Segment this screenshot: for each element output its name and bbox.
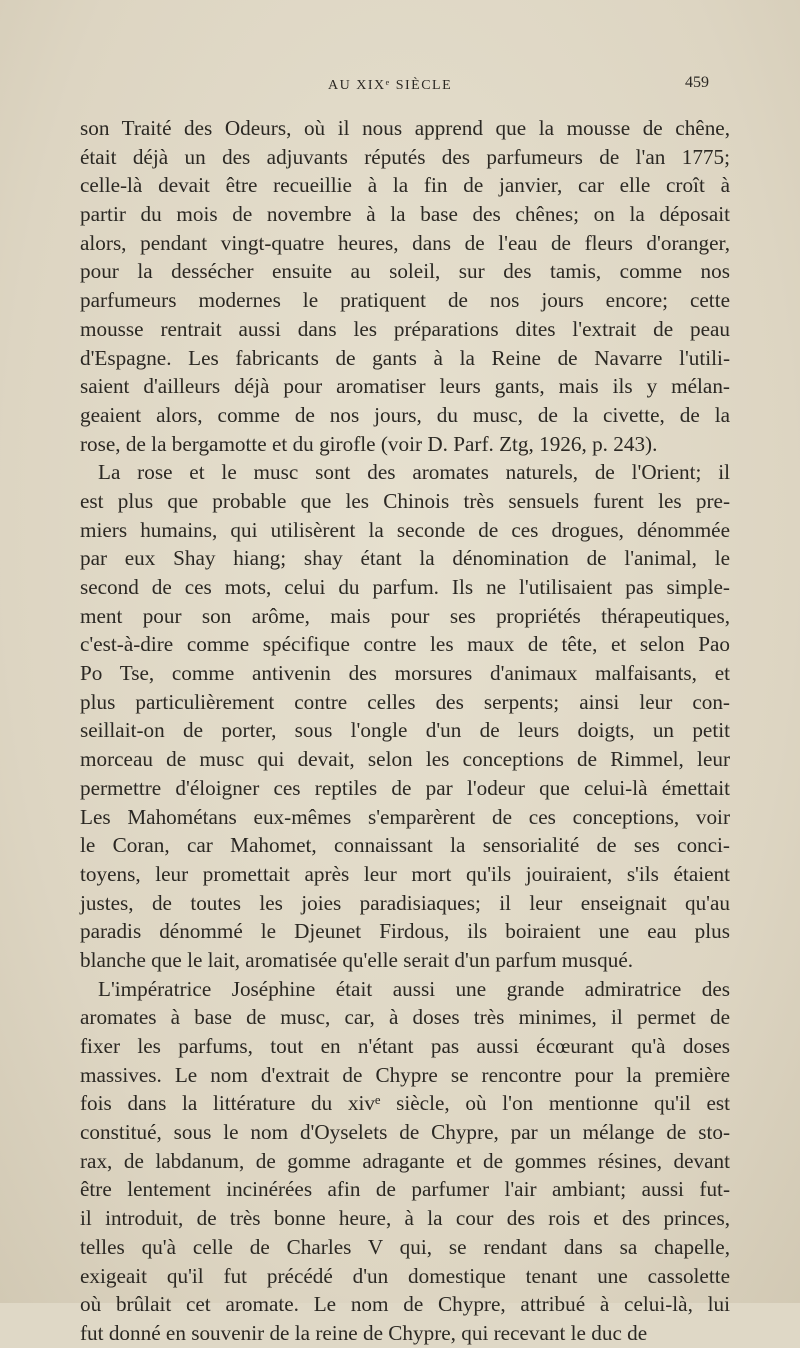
text-line: par eux Shay hiang; shay étant la dénomination de l'animal, le (80, 546, 730, 571)
text-line: seillait-on de porter, sous l'ongle d'un de leurs doigts, un petit (80, 718, 730, 743)
running-title: AU XIXᵉ SIÈCLE (328, 78, 453, 93)
text-line: miers humains, qui utilisèrent la seconde de ces drogues, dénommée (80, 517, 730, 542)
text-line: rax, de labdanum, de gomme adragante et de gommes résines, devant (80, 1148, 730, 1173)
text-line: morceau de musc qui devait, selon les conceptions de Rimmel, leur (80, 747, 730, 772)
text-line: Po Tse, comme antivenin des morsures d'animaux malfaisants, et (80, 661, 730, 686)
text-line: aromates à base de musc, car, à doses très minimes, il permet de (80, 1005, 730, 1030)
text-line: parfumeurs modernes le pratiquent de nos jours encore; cette (80, 288, 730, 313)
text-line: second de ces mots, celui du parfum. Ils ne l'utilisaient pas simple- (80, 575, 730, 599)
text-line: fut donné en souvenir de la reine de Chypre, qui recevant le duc de (80, 1320, 648, 1345)
text-line: massives. Le nom d'extrait de Chypre se rencontre pour la première (80, 1062, 730, 1087)
text-line: geaient alors, comme de nos jours, du musc, de la civette, de la (80, 402, 730, 427)
text-line: justes, de toutes les joies paradisiaques; il leur enseignait qu'au (80, 890, 730, 915)
text-line: son Traité des Odeurs, où il nous apprend que la mousse de chêne, (80, 116, 730, 140)
text-line: partir du mois de novembre à la base des chênes; on la déposait (80, 202, 730, 227)
text-line: toyens, leur promettait après leur mort qu'ils jouiraient, s'ils étaient (80, 861, 730, 886)
text-line: constitué, sous le nom d'Oyselets de Chypre, par un mélange de sto- (80, 1120, 730, 1145)
text-line: permettre d'éloigner ces reptiles de par l'odeur que celui-là émettait (80, 775, 730, 800)
text-line: paradis dénommé le Djeunet Firdous, ils boiraient une eau plus (80, 919, 730, 944)
text-line: saient d'ailleurs déjà pour aromatiser leurs gants, mais ils y mélan- (80, 374, 730, 399)
text-line: L'impératrice Joséphine était aussi une grande admiratrice des (98, 976, 730, 1001)
text-line: le Coran, car Mahomet, connaissant la sensorialité de ses conci- (80, 833, 730, 858)
text-line: mousse rentrait aussi dans les préparations dites l'extrait de peau (80, 316, 730, 341)
text-line: d'Espagne. Les fabricants de gants à la Reine de Navarre l'utili- (80, 345, 730, 370)
text-line: rose, de la bergamotte et du girofle (voir D. Parf. Ztg, 1926, p. 243). (80, 431, 658, 456)
text-line: plus particulièrement contre celles des serpents; ainsi leur con- (80, 689, 730, 714)
text-line: fixer les parfums, tout en n'étant pas aussi écœurant qu'à doses (80, 1034, 730, 1058)
text-line: fois dans la littérature du xivᵉ siècle, où l'on mentionne qu'il est (80, 1091, 730, 1116)
text-line: ment pour son arôme, mais pour ses propriétés thérapeutiques, (80, 603, 730, 628)
text-line: c'est-à-dire comme spécifique contre les maux de tête, et selon Pao (80, 632, 730, 657)
text-line: blanche que le lait, aromatisée qu'elle serait d'un parfum musqué. (80, 947, 634, 972)
text-line: telles qu'à celle de Charles V qui, se rendant dans sa chapelle, (80, 1234, 730, 1259)
text-line: est plus que probable que les Chinois très sensuels furent les pre- (80, 488, 730, 513)
page-header (0, 74, 800, 102)
text-line: La rose et le musc sont des aromates naturels, de l'Orient; il (98, 460, 730, 485)
body-text (80, 114, 730, 1348)
text-line: pour la dessécher ensuite au soleil, sur des tamis, comme nos (80, 259, 730, 284)
text-line: était déjà un des adjuvants réputés des parfumeurs de l'an 1775; (80, 144, 730, 169)
text-line: Les Mahométans eux-mêmes s'emparèrent de ces conceptions, voir (80, 804, 730, 829)
text-line: celle-là devait être recueillie à la fin de janvier, car elle croît à (80, 173, 730, 198)
text-line: il introduit, de très bonne heure, à la cour des rois et des princes, (80, 1206, 730, 1231)
text-line: exigeait qu'il fut précédé d'un domestique tenant une cassolette (80, 1263, 730, 1288)
page-number: 459 (685, 74, 709, 91)
text-line: être lentement incinérées afin de parfumer l'air ambiant; aussi fut- (80, 1177, 730, 1202)
text-line: alors, pendant vingt-quatre heures, dans de l'eau de fleurs d'oranger, (80, 230, 730, 255)
text-line: où brûlait cet aromate. Le nom de Chypre, attribué à celui-là, lui (80, 1292, 730, 1317)
